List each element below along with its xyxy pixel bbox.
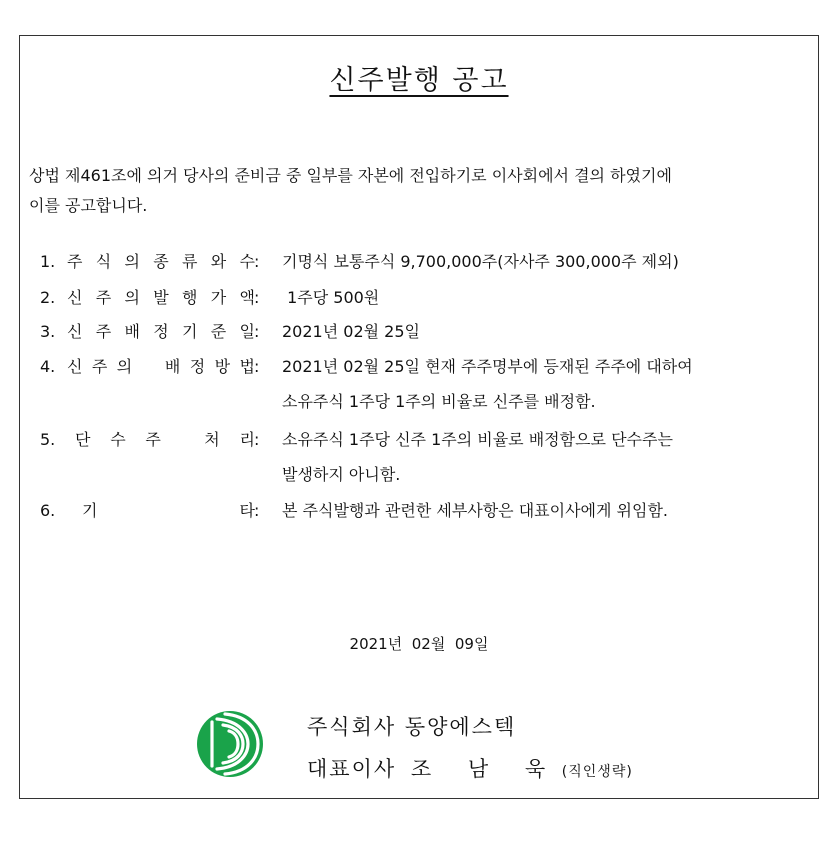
label-char: 류 [182,252,198,271]
item-number: 6. [40,501,56,520]
ceo-name-char: 욱 [524,757,548,781]
item-label [67,422,255,457]
item-colon: : [254,322,260,341]
label-char: 배 [124,322,140,341]
label-char: 주 [91,357,108,376]
item-label [67,280,255,315]
title-text: 신주발행 공고 [329,65,509,96]
ceo-title: 대표이사 [307,757,397,781]
company-logo-icon [196,710,264,778]
label-char: 의 [116,357,133,376]
intro-paragraph [29,161,808,221]
label-char: 배 [164,357,181,376]
intro-line-2: 이를 공고합니다. [29,196,148,215]
item-value: 기명식 보통주식 9,700,000주(자사주 300,000주 제외) [282,252,679,271]
label-char: 신 [67,357,83,376]
item-value-line-2: 소유주식 1주당 1주의 비율로 신주를 배정함. [282,392,596,411]
label-char: 종 [153,252,169,271]
label-char: 정 [189,357,206,376]
label-char: 주 [145,430,161,449]
label-char: 발 [153,288,169,307]
label-char: 주 [95,322,112,341]
item-colon: : [254,252,260,271]
item-label [67,349,255,384]
label-char: 식 [95,252,112,271]
label-char: 행 [182,288,198,307]
label-char: 준 [210,322,227,341]
item-colon: : [254,288,260,307]
label-char: 신 [67,322,83,341]
label-char: 가 [210,288,227,307]
item-number: 3. [40,322,56,341]
item-value: 2021년 02월 25일 [282,322,420,341]
item-colon: : [254,357,260,376]
page-title [20,58,818,97]
item-number: 5. [40,430,56,449]
label-char: 수 [239,252,255,271]
intro-line-1: 상법 제461조에 의거 당사의 준비금 중 일부를 자본에 전입하기로 이사회에서 결의 하였기에 [29,166,672,185]
label-char: 리 [239,430,255,449]
label-char: 주 [67,252,83,271]
label-char: 타 [239,501,255,520]
label-char: 기 [182,322,198,341]
label-char: 의 [124,252,140,271]
label-char: 신 [67,288,83,307]
label-char: 기 [82,501,98,520]
item-colon: : [254,501,260,520]
item-value: 1주당 500원 [282,288,380,307]
ceo-name-char: 조 [410,757,434,781]
label-char: 액 [239,288,255,307]
item-number: 2. [40,288,56,307]
notice-frame [19,35,819,799]
item-colon: : [254,430,260,449]
seal-note: (직인생략) [561,764,633,780]
label-char: 처 [204,430,220,449]
item-value-line-1: 2021년 02월 25일 현재 주주명부에 등재된 주주에 대하여 [282,357,693,376]
label-char: 방 [214,357,231,376]
item-value-line-2: 발생하지 아니함. [282,465,401,484]
company-name: 주식회사 동양에스텍 [307,715,517,739]
item-label [67,244,255,279]
item-value: 본 주식발행과 관련한 세부사항은 대표이사에게 위임함. [282,501,669,520]
item-label [67,314,255,349]
ceo-signature [307,753,633,783]
label-char: 단 [75,430,91,449]
ceo-name-char: 남 [467,757,491,781]
label-char: 법 [239,357,255,376]
label-char: 정 [153,322,169,341]
item-number: 4. [40,357,56,376]
label-char: 주 [95,288,112,307]
item-value-line-1: 소유주식 1주당 신주 1주의 비율로 배정함으로 단수주는 [282,430,673,449]
label-char: 수 [110,430,126,449]
item-label [67,493,255,528]
notice-date: 2021년 02월 09일 [349,635,489,653]
label-char: 일 [239,322,255,341]
label-char: 의 [124,288,140,307]
label-char: 와 [210,252,227,271]
item-number: 1. [40,252,56,271]
